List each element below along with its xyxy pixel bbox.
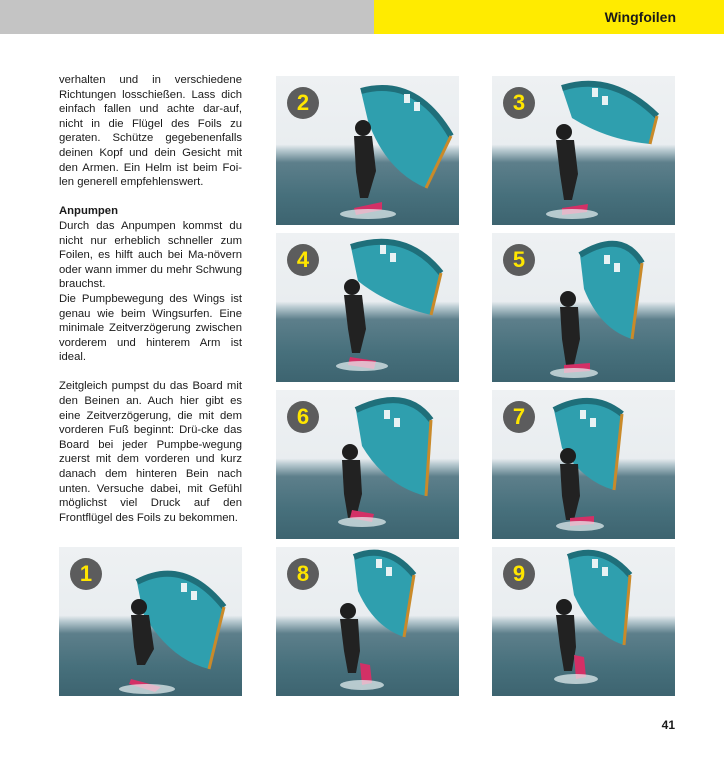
step-badge: 5 [503, 244, 535, 276]
step-badge: 7 [503, 401, 535, 433]
step-badge: 4 [287, 244, 319, 276]
photo-step-8 [276, 547, 459, 696]
step-badge: 9 [503, 558, 535, 590]
photo-step-9 [492, 547, 675, 696]
section-title: Wingfoilen [604, 9, 676, 25]
heading-anpumpen: Anpumpen [59, 205, 118, 218]
photo-step-1 [59, 547, 242, 696]
step-badge: 6 [287, 401, 319, 433]
paragraph-pump-wing: Die Pumpbewegung des Wings ist genau wie beim Wingsurfen. Eine minimale Zeitverzögerung zwischen vorderem und hinterem Arm ist ideal. [59, 292, 242, 364]
step-badge: 3 [503, 87, 535, 119]
page-number: 41 [661, 718, 675, 732]
photo-step-5 [492, 233, 675, 382]
photo-step-2 [276, 76, 459, 225]
header-grey-bar [0, 0, 374, 34]
step-badge: 1 [70, 558, 102, 590]
photo-step-6 [276, 390, 459, 539]
paragraph-pump-board: Zeitgleich pumpst du das Board mit den Beinen an. Auch hier gibt es eine Zeitverzögerung, die mit dem vorderen Fuß beginnt: Drü-cke das Board bei jeder Pumpbe-wegung zuerst mit dem vorderen und kurz danach dem hinteren Bein nach unten. Versuche dabei, mit Gefühl möglichst viel Druck auf den Frontflügel des Foils zu bekommen. [59, 380, 242, 524]
photo-step-3 [492, 76, 675, 225]
step-badge: 8 [287, 558, 319, 590]
body-text-column [59, 73, 242, 525]
photo-step-7 [492, 390, 675, 539]
paragraph-falling: verhalten und in verschiedene Richtungen losschießen. Lass dich einfach fallen und achte dar-auf, nicht in die Flügel des Foils zu geraten. Schütze gegebenenfalls deinen Kopf und dein Gesicht mit den Armen. Ein Helm ist beim Foi-len generell empfehlenswert. [59, 74, 242, 189]
paragraph-anpumpen-intro: Durch das Anpumpen kommst du nicht nur erheblich schneller zum Foilen, es hilft auch bei Ma-növern oder wann immer du mehr Schwung brauchst. [59, 219, 242, 291]
photo-step-4 [276, 233, 459, 382]
step-badge: 2 [287, 87, 319, 119]
